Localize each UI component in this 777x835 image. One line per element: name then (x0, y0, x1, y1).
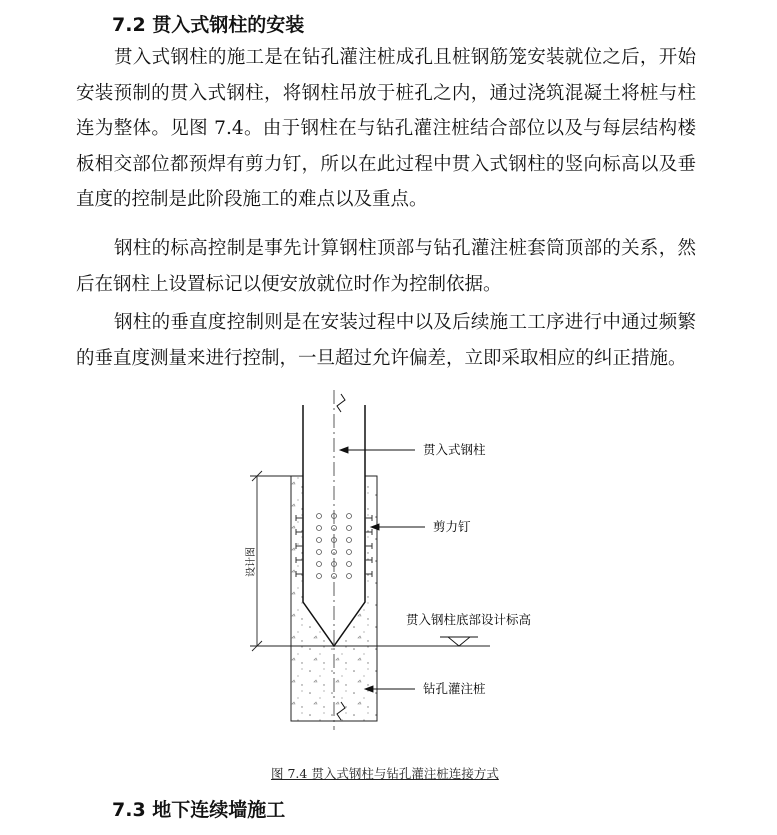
design-elevation-label: 贯入钢柱底部设计标高 (406, 612, 532, 627)
paragraph-verticality-control: 钢柱的垂直度控制则是在安装过程中以及后续施工工序进行中通过频繁的垂直度测量来进行控制，一旦超过允许偏差，立即采取相应的纠正措施。 (76, 312, 696, 369)
paragraph-elevation-control: 钢柱的标高控制是事先计算钢柱顶部与钻孔灌注桩套筒顶部的关系，然后在钢柱上设置标记以便安放就位时作为控制依据。 (76, 238, 696, 295)
bored-pile-label: 钻孔灌注桩 (423, 681, 486, 696)
section-heading-7-3: 7.3 地下连续墙施工 (112, 799, 286, 821)
dimension-label: 设计图 (246, 547, 257, 577)
figure-column-pile-connection (240, 380, 570, 780)
shear-stud-label: 剪力钉 (433, 519, 471, 534)
paragraph-column-installation: 贯入式钢柱的施工是在钻孔灌注桩成孔且桩钢筋笼安装就位之后，开始安装预制的贯入式钢柱，将钢柱吊放于桩孔之内，通过浇筑混凝土将桩与柱连为整体。见图 7.4。由于钢柱在与钻孔灌注桩结合部位以及与每层结构楼板相交部位都预焊有剪力钉，所以在此过程中贯入式钢柱的竖向标高以及垂直度的控制是此阶段施工的难点以及重点。 (76, 47, 696, 210)
steel-column-label: 贯入式钢柱 (423, 442, 486, 457)
figure-caption: 图 7.4 贯入式钢柱与钻孔灌注桩连接方式 (271, 766, 499, 781)
section-heading-7-2: 7.2 贯入式钢柱的安装 (112, 14, 305, 36)
